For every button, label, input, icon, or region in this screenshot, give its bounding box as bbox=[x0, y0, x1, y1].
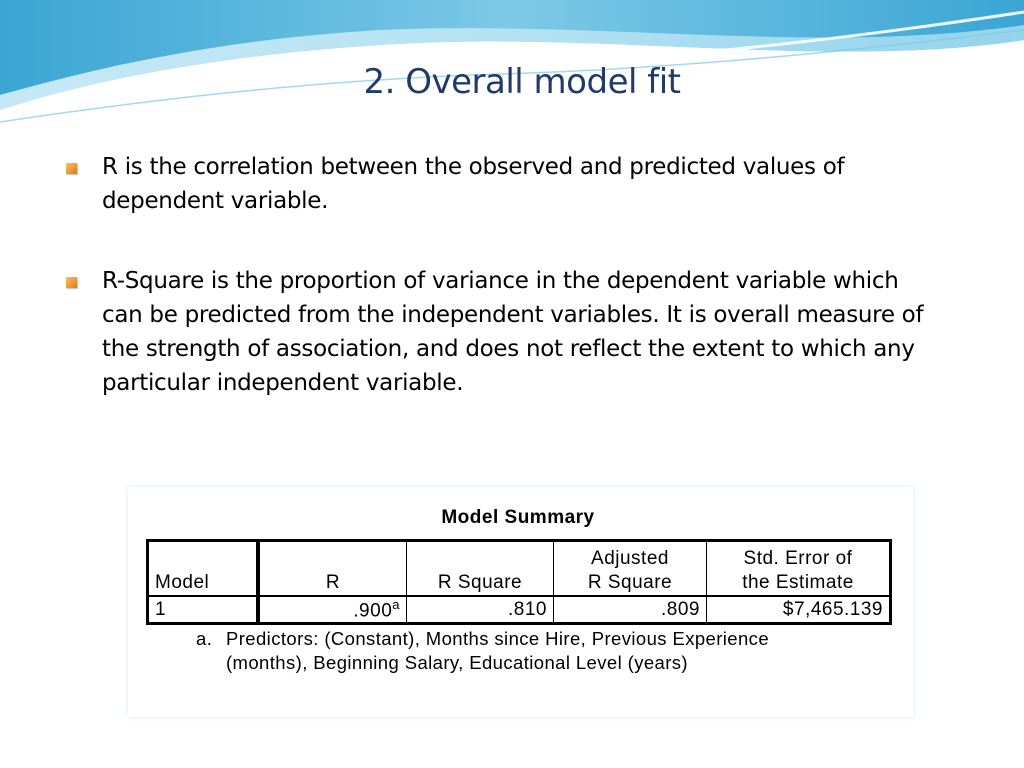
bullet-square-icon bbox=[66, 163, 77, 174]
footnote-marker: a. bbox=[196, 628, 213, 649]
bullet-text: R is the correlation between the observed and predicted values of dependent variable. bbox=[102, 154, 845, 214]
header-r: R bbox=[258, 541, 407, 597]
model-summary-title: Model Summary bbox=[441, 507, 595, 528]
header-adjusted-r-square bbox=[554, 541, 707, 597]
cell-r bbox=[258, 596, 407, 624]
header-std-error-line2: the Estimate bbox=[742, 572, 854, 593]
cell-r-square: .810 bbox=[407, 596, 554, 624]
slide-title: 2. Overall model fit bbox=[363, 62, 681, 102]
cell-r-footnote-mark: a bbox=[392, 597, 400, 612]
bullet-square-icon bbox=[66, 277, 77, 288]
bullet-text: R-Square is the proportion of variance in the dependent variable which can be predicted from the independent variables. It is overall measure of the strength of association, and does not reflect the extent to which any particular independent variable. bbox=[102, 268, 924, 396]
table-row bbox=[148, 596, 891, 624]
header-std-error-line1: Std. Error of bbox=[743, 548, 853, 569]
bullet-item-r-square bbox=[62, 264, 942, 400]
table-header-row bbox=[148, 541, 891, 597]
model-summary-output bbox=[128, 487, 913, 717]
header-adjusted-line1: Adjusted bbox=[591, 548, 669, 569]
model-summary-table bbox=[146, 539, 892, 625]
cell-std-error: $7,465.139 bbox=[707, 596, 891, 624]
footnote-text: Predictors: (Constant), Months since Hire, Previous Experience (months), Beginning Salary, Educational Level (years) bbox=[226, 628, 770, 673]
cell-adjusted-r-square: .809 bbox=[554, 596, 707, 624]
header-adjusted-line2: R Square bbox=[587, 572, 673, 593]
header-model: Model bbox=[148, 541, 259, 597]
bullet-item-r bbox=[62, 150, 942, 218]
cell-model: 1 bbox=[148, 596, 259, 624]
cell-r-value: .900 bbox=[353, 600, 393, 622]
header-r-square: R Square bbox=[407, 541, 554, 597]
header-std-error bbox=[707, 541, 891, 597]
bullet-list bbox=[62, 150, 942, 400]
